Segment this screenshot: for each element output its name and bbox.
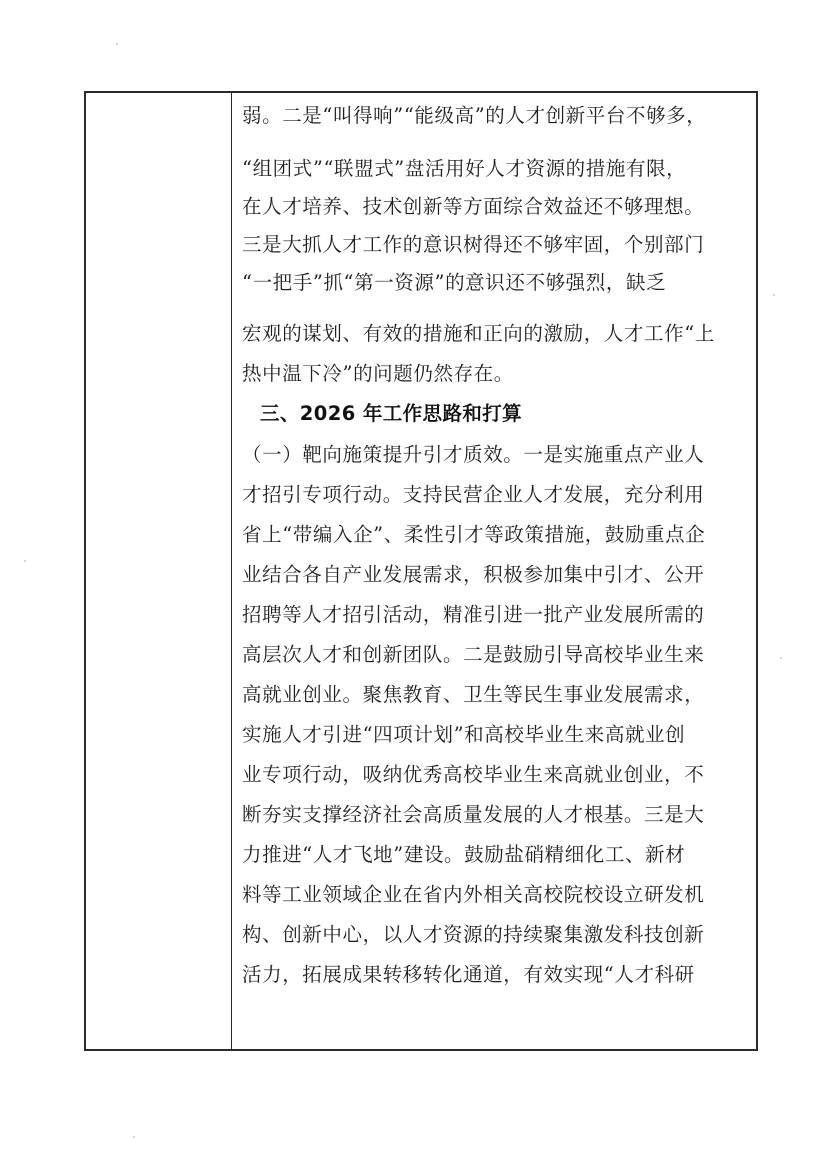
paragraph-line: 断夯实支撑经济社会高质量发展的人才根基。三是大 <box>242 803 705 826</box>
section-heading: 三、2026 年工作思路和打算 <box>260 402 523 425</box>
document-table <box>84 91 758 1051</box>
paragraph-line: 力推进“人才飞地”建设。鼓励盐硝精细化工、新材 <box>242 843 686 866</box>
scan-speck <box>773 294 775 296</box>
text-line: “组团式”“联盟式”盘活用好人才资源的措施有限， <box>242 157 687 180</box>
paragraph-line: 业结合各自产业发展需求，积极参加集中引才、公开 <box>242 563 705 586</box>
paragraph-line: 才招引专项行动。支持民营企业人才发展，充分利用 <box>242 483 705 506</box>
paragraph-line: 高就业创业。聚焦教育、卫生等民生事业发展需求， <box>242 683 705 706</box>
scan-speck <box>116 43 118 45</box>
paragraph-line: 料等工业领域企业在省内外相关高校院校设立研发机 <box>242 883 705 906</box>
text-line: 在人才培养、技术创新等方面综合效益还不够理想。 <box>242 195 705 218</box>
scan-speck <box>133 1136 135 1138</box>
paragraph-line: 实施人才引进“四项计划”和高校毕业生来高就业创 <box>242 723 686 746</box>
paragraph-line: 活力，拓展成果转移转化通道，有效实现“人才科研 <box>242 963 695 986</box>
text-line: 宏观的谋划、有效的措施和正向的激励，人才工作“上 <box>242 322 715 345</box>
text-line: 弱。二是“叫得响”“能级高”的人才创新平台不够多， <box>242 104 707 127</box>
text-line: 三是大抓人才工作的意识树得还不够牢固，个别部门 <box>242 233 705 256</box>
text-line: “一把手”抓“第一资源”的意识还不够强烈，缺乏 <box>242 271 667 294</box>
paragraph-line: 招聘等人才招引活动，精准引进一批产业发展所需的 <box>242 603 705 626</box>
paragraph-line: 省上“带编入企”、柔性引才等政策措施，鼓励重点企 <box>242 523 706 546</box>
scan-speck <box>24 560 26 562</box>
text-line: 热中温下冷”的问题仍然存在。 <box>242 362 514 385</box>
scan-speck <box>780 657 782 659</box>
paragraph-line: 高层次人才和创新团队。二是鼓励引导高校毕业生来 <box>242 643 705 666</box>
paragraph-line: （一）靶向施策提升引才质效。一是实施重点产业人 <box>242 443 705 466</box>
paragraph-line: 构、创新中心，以人才资源的持续聚集激发科技创新 <box>242 923 705 946</box>
table-left-column <box>86 93 232 1049</box>
paragraph-line: 业专项行动，吸纳优秀高校毕业生来高就业创业，不 <box>242 763 705 786</box>
